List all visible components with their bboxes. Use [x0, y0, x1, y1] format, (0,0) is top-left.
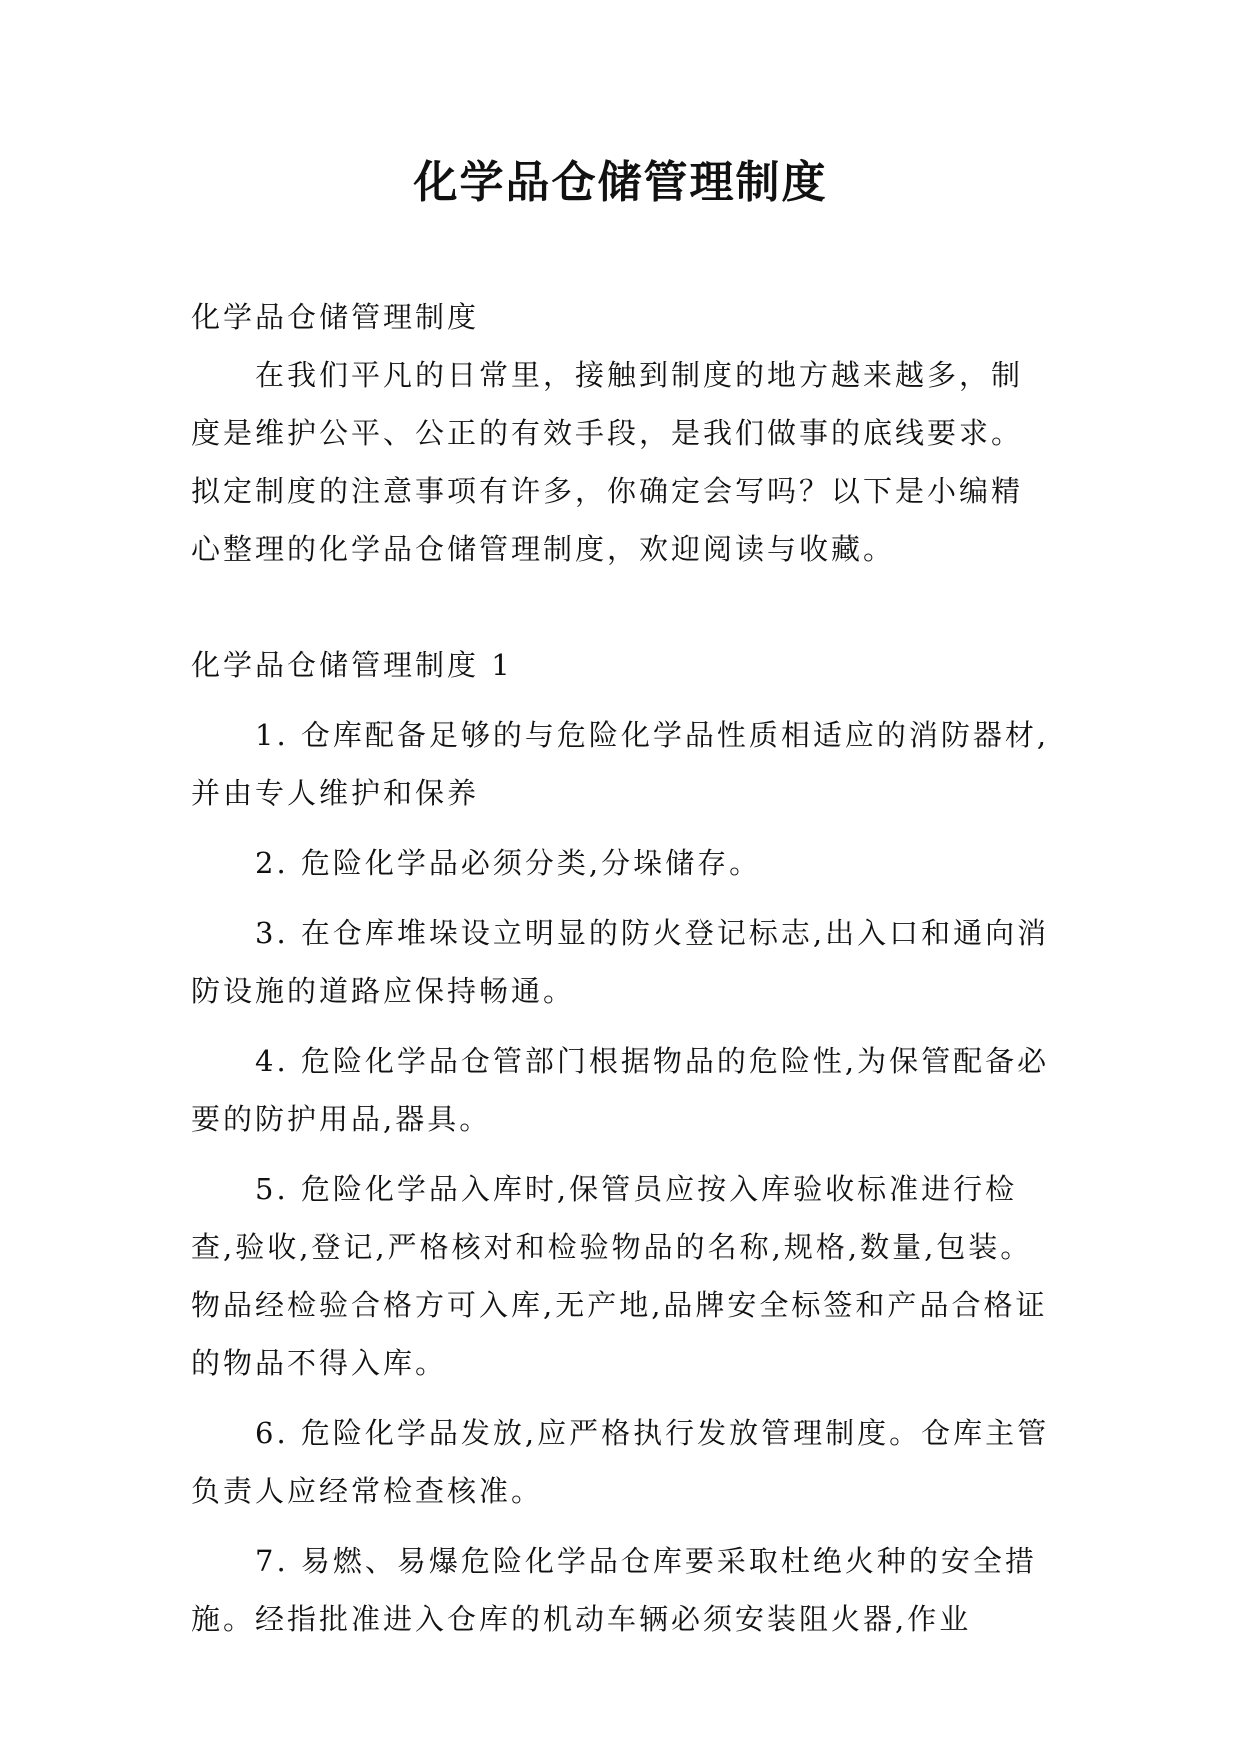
list-item: 5. 危险化学品入库时,保管员应按入库验收标准进行检查,验收,登记,严格核对和检验物品的名称,规格,数量,包装。物品经检验合格方可入库,无产地,品牌安全标签和产品合格证的物品不得入库。	[191, 1172, 1048, 1380]
document-title: 化学品仓储管理制度	[413, 157, 828, 208]
list-item: 4. 危险化学品仓管部门根据物品的危险性,为保管配备必要的防护用品,器具。	[191, 1044, 1050, 1136]
intro-paragraph: 在我们平凡的日常里，接触到制度的地方越来越多，制度是维护公平、公正的有效手段，是我们做事的底线要求。拟定制度的注意事项有许多，你确定会写吗？以下是小编精心整理的化学品仓储管理制度，欢迎阅读与收藏。	[191, 358, 1024, 566]
document-body	[191, 288, 1053, 1648]
list-item: 1. 仓库配备足够的与危险化学品性质相适应的消防器材,并由专人维护和保养	[191, 718, 1050, 810]
list-item: 3. 在仓库堆垛设立明显的防火登记标志,出入口和通向消防设施的道路应保持畅通。	[191, 916, 1050, 1008]
document-subtitle: 化学品仓储管理制度	[191, 300, 480, 334]
list-item: 7. 易燃、易爆危险化学品仓库要采取杜绝火种的安全措施。经指批准进入仓库的机动车辆必须安装阻火器,作业	[191, 1544, 1037, 1636]
list-item: 6. 危险化学品发放,应严格执行发放管理制度。仓库主管负责人应经常检查核准。	[191, 1416, 1050, 1508]
list-item: 2. 危险化学品必须分类,分垛储存。	[255, 846, 762, 880]
section-heading: 化学品仓储管理制度 1	[191, 648, 513, 682]
